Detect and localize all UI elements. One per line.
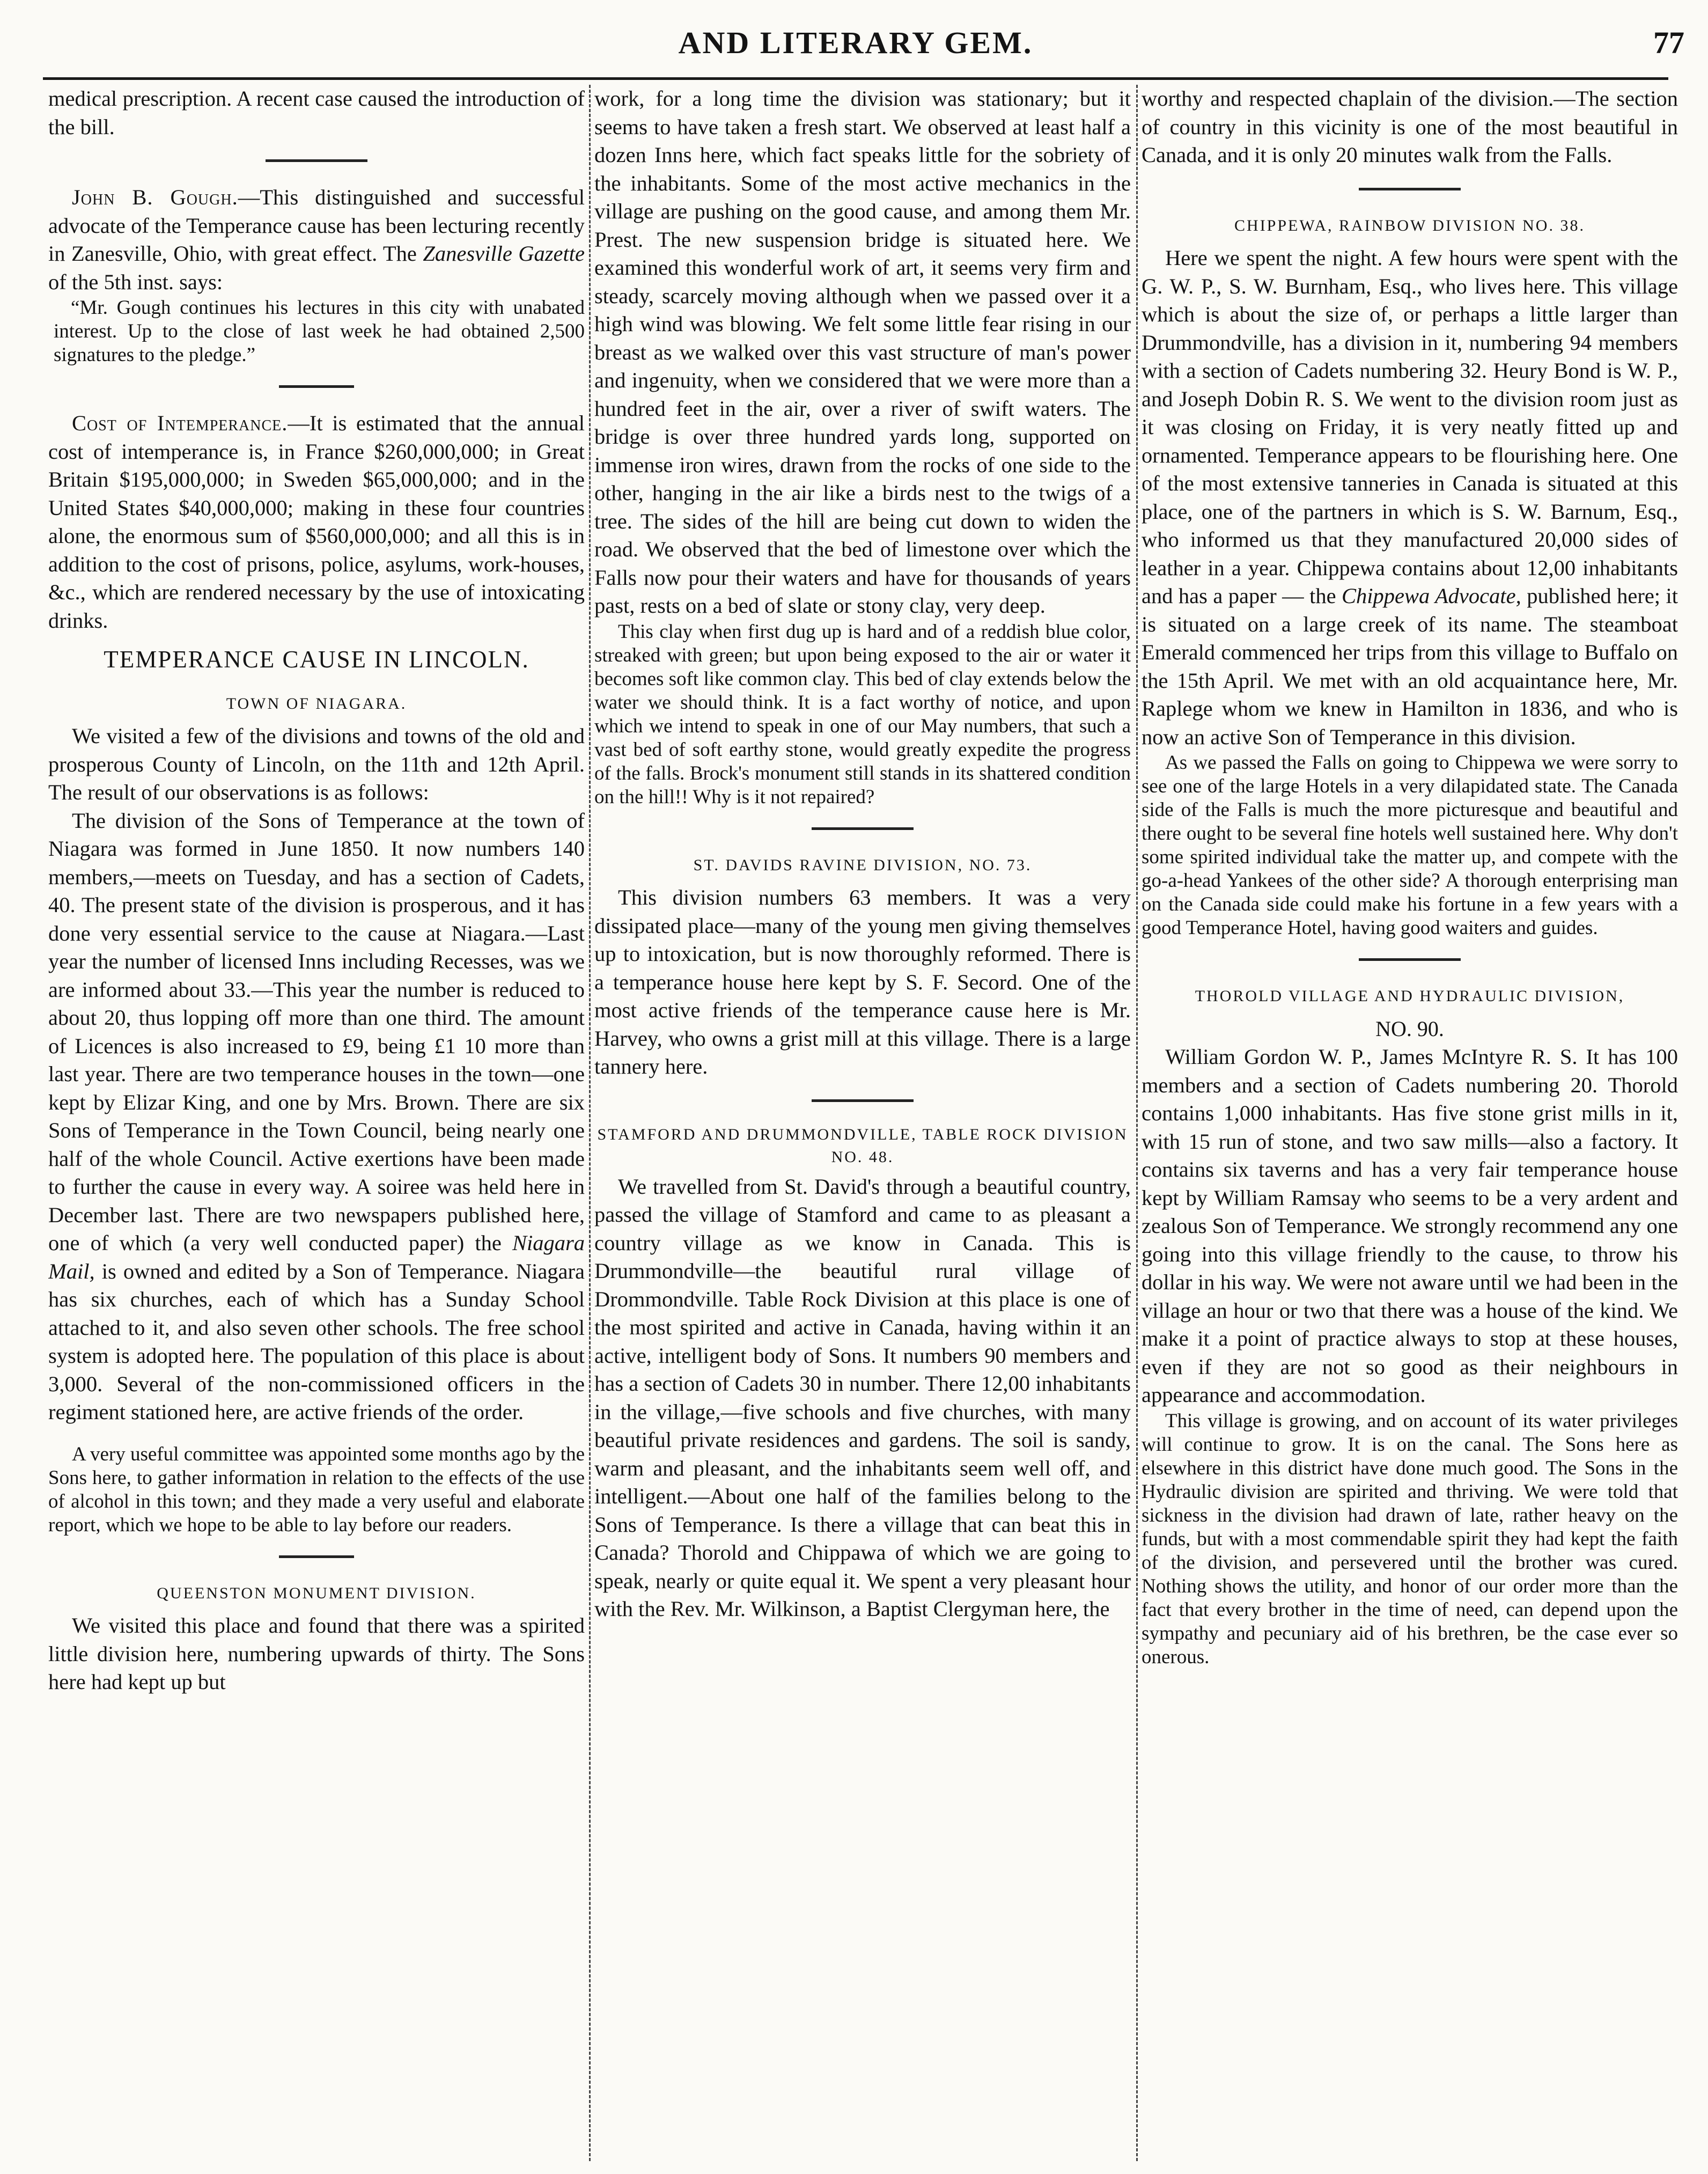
article-paragraph: This clay when first dug up is hard and of a reddish blue color, streaked with green; but upon being exposed to the air or water it becomes soft like common clay. This bed of clay extends below the water we should think. It is a fact worthy of notice, and upon which we intend to speak in one of our May numbers, that such a vast bed of soft earthy stone, would greatly expedite the progress of the falls. Brock's monument still stands in its shattered condition on the hill!! Why is it not repaired? — [594, 620, 1131, 808]
page-number: 77 — [1653, 25, 1684, 60]
article-lead: John B. Gough. — [72, 185, 238, 209]
article-paragraph: Cost of Intemperance.—It is estimated that the annual cost of intemperance is, in France $260,000,000; in Great Britain $195,000,000; in Sweden $65,000,000; and in the United States $40,000,000; making in these four countries alone, the enormous sum of $560,000,000; and all this is in addition to the cost of prisons, police, asylums, work-houses, &c., which are rendered necessary by the use of intoxicating drinks. — [48, 411, 585, 633]
section-heading: QUEENSTON MONUMENT DIVISION. — [157, 1584, 476, 1602]
column-3 — [1142, 85, 1678, 2161]
article-paragraph: worthy and respected chaplain of the division.—The section of country in this vicinity is one of the most beautiful in Canada, and it is only 20 minutes walk from the Falls. — [1142, 86, 1678, 167]
article-paragraph: We visited a few of the divisions and towns of the old and prosperous County of Lincoln, on the 11th and 12th April. The result of our observations is as follows: — [48, 724, 585, 804]
section-heading: TOWN OF NIAGARA. — [226, 694, 407, 713]
article-paragraph: A very useful committee was appointed some months ago by the Sons here, to gather information in relation to the effects of the use of alcohol in this town; and they made a very useful and elaborate report, which we hope to be able to lay before our readers. — [48, 1443, 585, 1536]
article-paragraph: This village is growing, and on account of its water privileges will continue to grow. It is on the canal. The Sons here as elsewhere in this district have done much good. The Sons in the Hydraulic division are spirited and thriving. We were told that sickness in the division had drawn of late, rather heavy on the funds, but with a most commendable spirit they had kept the faith of the division, and persevered until the brother was cured. Nothing shows the utility, and honor of our order more than the fact that every brother in the time of need, can depend upon the sympathy and pecuniary aid of his brethren, be the case ever so onerous. — [1142, 1409, 1678, 1668]
section-heading: ST. DAVIDS RAVINE DIVISION, NO. 73. — [693, 856, 1032, 874]
section-heading: THOROLD VILLAGE AND HYDRAULIC DIVISION, — [1195, 987, 1625, 1005]
section-separator — [1359, 958, 1461, 961]
article-paragraph: As we passed the Falls on going to Chippewa we were sorry to see one of the large Hotels in a very dilapidated state. The Canada side of the Falls is much the more picturesque and beautiful and there ought to be several fine hotels well sustained here. Why don't some spirited individual take the matter up, and compete with the go-a-head Yankees of the other side? A thorough enterprising man on the Canada side could make his fortune in a few years with a good Temperance Hotel, having good waiters and guides. — [1142, 752, 1678, 939]
article-paragraph: Here we spent the night. A few hours were spent with the G. W. P., S. W. Burnham, Esq., who lives here. This village which is about the size of, or perhaps a little larger than Drummondville, has a division in it, numbering 94 members with a section of Cadets numbering 32. Heury Bond is W. P., and Joseph Dobin R. S. We went to the division room just as it was closing on Friday, it is very neatly fitted up and ornamented. Temperance appears to be flourishing here. One of the most extensive tanneries in Canada is situated at this place, one of the partners in which is S. W. Barnum, Esq., who informed us that they manufactured 20,000 sides of leather in a year. Chippewa contains about 12,00 inhabitants and has a paper — the Chippewa Advocate, published here; it is situated on a large creek of its name. The steamboat Emerald commenced her trips from this village to Buffalo on the 15th April. We met with an old acquaintance here, Mr. Raplege whom we knew in Hamilton in 1836, and who is now an active Son of Temperance in this division. — [1142, 246, 1678, 749]
column-1 — [48, 85, 585, 2161]
article-paragraph: work, for a long time the division was stationary; but it seems to have taken a fresh start. We observed at least half a dozen Inns here, which fact speaks little for the sobriety of the inhabitants. Some of the most active mechanics in the village are pushing on the good cause, and among them Mr. Prest. The new suspension bridge is situated here. We examined this wonderful work of art, it seems very firm and steady, scarcely moving although when we passed over it a high wind was blowing. We felt some little fear rising in our breast as we walked over this vast structure of man's power and ingenuity, when we considered that we were more than a hundred feet in the air, over a river of swift waters. The bridge is over three hundred yards long, supported on immense iron wires, drawn from the rocks of one side to the other, hanging in the air like a birds nest to the twigs of a tree. The sides of the hill are being cut down to widen the road. We observed that the bed of limestone over which the Falls now pour their waters and have for thousands of years past, rests on a bed of slate or stony clay, very deep. — [594, 86, 1131, 618]
section-heading: CHIPPEWA, RAINBOW DIVISION NO. 38. — [1234, 216, 1585, 234]
article-paragraph: The division of the Sons of Temperance at the town of Niagara was formed in June 1850. It now numbers 140 members,—meets on Tuesday, and has a section of Cadets, 40. The present state of the division is prosperous, and it has done very essential service to the cause at Niagara.—Last year the number of licensed Inns including Recesses, was we are informed about 33.—This year the number is reduced to about 20, thus lopping off more than one third. The amount of Licences is also increased to £9, being £1 10 more than last year. There are two temperance houses in the town—one kept by Elizar King, and one by Mrs. Brown. There are six Sons of Temperance in the Town Council, being nearly one half of the whole Council. Active exertions have been made to further the cause in every way. A soiree was held here in December last. There are two newspapers published here, one of which (a very well conducted paper) the Niagara Mail, is owned and edited by a Son of Temperance. Niagara has six churches, each of which has a Sunday School attached to it, and also seven other schools. The free school system is adopted here. The population of this place is about 3,000. Several of the non-commissioned officers in the regiment stationed here, are active friends of the order. — [48, 808, 585, 1424]
column-2 — [594, 85, 1131, 2161]
article-title: TEMPERANCE CAUSE IN LINCOLN. — [104, 646, 529, 673]
section-subheading: NO. 90. — [1375, 1016, 1444, 1041]
quotation: “Mr. Gough continues his lectures in this city with unabated interest. Up to the close of last week he had obtained 2,500 signatures to the pledge.” — [54, 297, 585, 366]
section-separator — [266, 159, 367, 162]
section-separator — [1359, 188, 1461, 190]
article-paragraph: John B. Gough.—This distinguished and successful advocate of the Temperance cause has been lecturing recently in Zanesville, Ohio, with great effect. The Zanesville Gazette of the 5th inst. says: — [48, 185, 585, 294]
article-paragraph: This division numbers 63 members. It was a very dissipated place—many of the young men giving themselves up to intoxication, but is now thoroughly reformed. There is a temperance house here kept by S. F. Secord. One of the most active friends of the temperance cause here is Mr. Harvey, who owns a grist mill at this village. There is a large tannery here. — [594, 885, 1131, 1078]
article-paragraph: We travelled from St. David's through a beautiful country, passed the village of Stamford and came to as pleasant a country village as we know in Canada. This is Drummondville—the beautiful rural village of Drommondville. Table Rock Division at this place is one of the most spirited and active in Canada, having within it an active, intelligent body of Sons. It numbers 90 members and has a section of Cadets 30 in number. There 12,00 inhabitants in the village,—five schools and five churches, with many beautiful private residences and gardens. The soil is sandy, warm and pleasant, and the inhabitants seem well off, and intelligent.—About one half of the families belong to the Sons of Temperance. Is there a village that can beat this in Canada? Thorold and Chippawa of which we are going to speak, nearly or quite equal it. We spent a very pleasant hour with the Rev. Mr. Wilkinson, a Baptist Clergyman here, the — [594, 1174, 1131, 1621]
section-separator — [812, 827, 914, 830]
article-lead: Cost of Intemperance. — [72, 411, 288, 435]
section-heading: STAMFORD AND DRUMMONDVILLE, TABLE ROCK DIVISION NO. 48. — [597, 1125, 1128, 1166]
column-divider — [589, 85, 591, 2161]
article-text: medical prescription. A recent case caused the introduction of the bill. — [48, 86, 585, 139]
section-separator — [279, 1555, 354, 1558]
section-separator — [279, 385, 354, 388]
running-head: AND LITERARY GEM. — [678, 25, 1033, 60]
column-divider — [1136, 85, 1138, 2161]
page-header — [43, 11, 1684, 80]
article-paragraph: We visited this place and found that there was a spirited little division here, numbering upwards of thirty. The Sons here had kept up but — [48, 1613, 585, 1694]
section-separator — [812, 1099, 914, 1102]
article-paragraph: William Gordon W. P., James McIntyre R. S. It has 100 members and a section of Cadets numbering 20. Thorold contains 1,000 inhabitants. Has five stone grist mills in it, with 15 run of stone, and two saw mills—also a factory. It contains six taverns and has a very fair temperance house kept by William Ramsay who seems to be a very ardent and zealous Son of Temperance. We strongly recommend any one going into this village friendly to the cause, to throw his dollar in his way. We were not aware until we had been in the village an hour or two that there was a house of the kind. We make it a point of practice always to stop at these houses, even if they are not so good as their neighbours in appearance and accommodation. — [1142, 1045, 1678, 1407]
